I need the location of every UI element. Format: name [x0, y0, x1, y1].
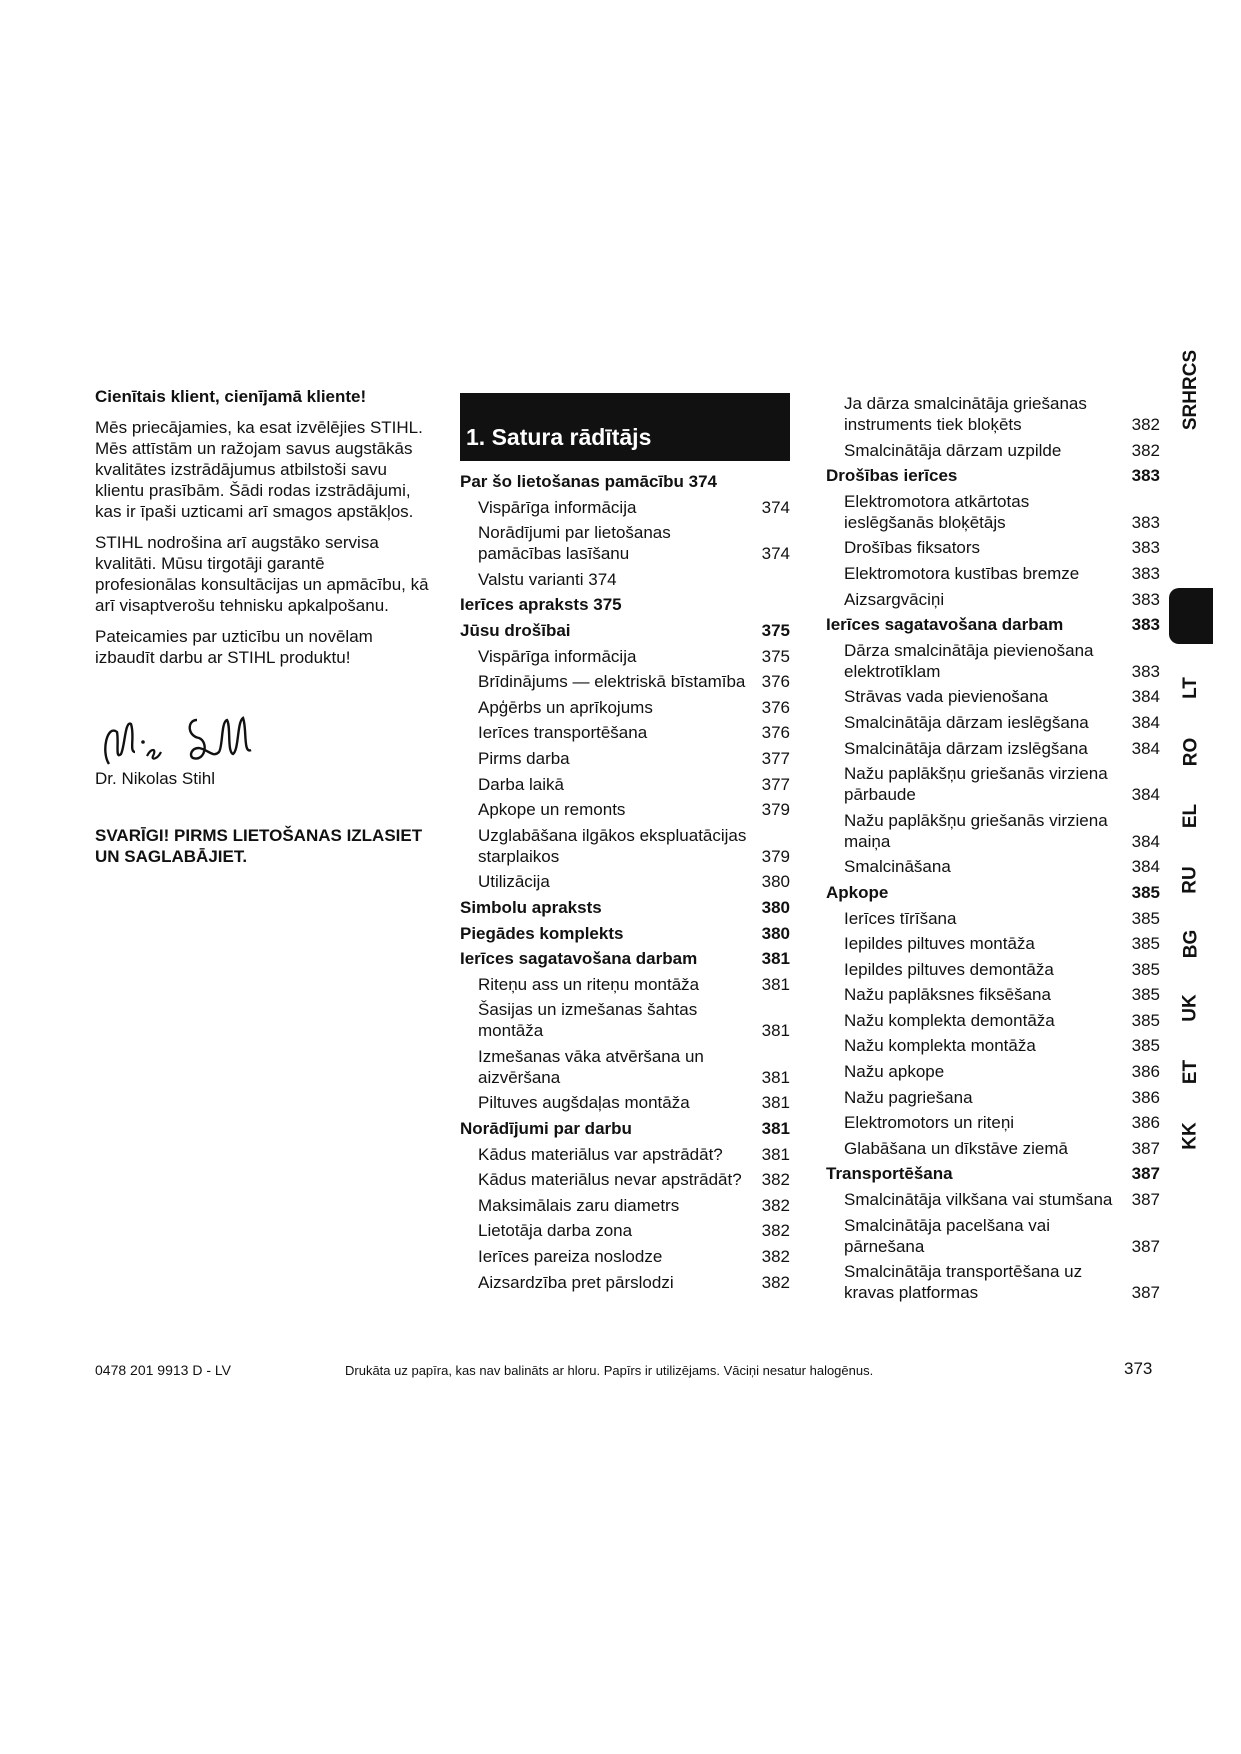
- toc-entry-title: Drošības fiksators: [844, 538, 981, 558]
- toc-entry[interactable]: [460, 1246, 790, 1267]
- toc-entry[interactable]: [460, 569, 790, 590]
- toc-entry-title: Nažu pagriešana: [844, 1087, 973, 1107]
- toc-entry-title: Ierīces pareiza noslodze: [478, 1247, 663, 1267]
- page-number: 373: [1124, 1359, 1153, 1378]
- tab-label: SRHRCS: [1180, 349, 1202, 431]
- letter-greeting: Cienītais klient, cienījamā kliente!: [95, 387, 367, 406]
- toc-entry-page: 382: [761, 1247, 790, 1267]
- toc-section-entry[interactable]: [460, 1118, 790, 1139]
- toc-entry[interactable]: [826, 1215, 1160, 1257]
- toc-entry-page: 381: [761, 1144, 790, 1164]
- tab-label: RO: [1180, 737, 1201, 767]
- toc-entry-title: Smalcināšana: [844, 857, 951, 877]
- toc-entry-title: Izmešanas vāka atvēršana un aizvēršana: [478, 1046, 704, 1087]
- toc-entry-title: Piegādes komplekts: [460, 923, 624, 943]
- toc-entry-page: 384: [1131, 831, 1160, 851]
- toc-entry-title: Iepildes piltuves demontāža: [844, 959, 1054, 979]
- toc-entry-page: 383: [1131, 661, 1160, 681]
- toc-entry-page: 383: [1131, 563, 1160, 583]
- toc-entry[interactable]: [826, 810, 1160, 852]
- toc-entry[interactable]: [460, 1092, 790, 1113]
- toc-entry-title: Nažu apkope: [844, 1062, 945, 1082]
- toc-entry-title: Nažu komplekta montāža: [844, 1036, 1036, 1056]
- toc-entry[interactable]: [460, 697, 790, 718]
- toc-entry-title: Smalcinātāja transportēšana uz kravas platformas: [844, 1262, 1083, 1303]
- toc-entry-title: Strāvas vada pievienošana: [844, 687, 1049, 707]
- toc-entry[interactable]: [460, 1195, 790, 1216]
- toc-entry-page: 376: [761, 697, 790, 717]
- toc-section-entry[interactable]: [826, 1163, 1160, 1184]
- toc-entry-page: 376: [761, 723, 790, 743]
- toc-entry[interactable]: [826, 1189, 1160, 1210]
- toc-entry-page: 375: [761, 646, 790, 666]
- toc-entry-page: 385: [1131, 908, 1160, 928]
- toc-entry-page: 385: [1131, 1010, 1160, 1030]
- toc-section-entry[interactable]: [460, 948, 790, 969]
- toc-entry-page: 387: [1131, 1236, 1160, 1256]
- toc-entry[interactable]: [826, 1035, 1160, 1056]
- toc-section-entry[interactable]: [460, 594, 790, 615]
- toc-list: [826, 393, 1160, 1303]
- toc-entry-page: 381: [761, 974, 790, 994]
- toc-entry-title: Šasijas un izmešanas šahtas montāža: [478, 1000, 698, 1041]
- toc-section-entry[interactable]: [460, 897, 790, 918]
- toc-entry-page: 384: [1131, 738, 1160, 758]
- toc-entry[interactable]: [460, 722, 790, 743]
- toc-entry-title: Nažu komplekta demontāža: [844, 1010, 1055, 1030]
- toc-entry-page: 384: [1131, 785, 1160, 805]
- toc-entry-page: 385: [1131, 882, 1160, 902]
- toc-entry-title: Drošības ierīces: [826, 466, 958, 486]
- toc-entry[interactable]: [460, 671, 790, 692]
- toc-entry-page: 385: [1131, 959, 1160, 979]
- toc-entry-page: 382: [761, 1272, 790, 1292]
- toc-column-2: [826, 393, 1160, 1308]
- toc-entry-title: Glabāšana un dīkstāve ziemā: [844, 1138, 1068, 1158]
- tab-label: RU: [1179, 866, 1201, 894]
- toc-entry-title: Brīdinājums — elektriskā bīstamība: [478, 672, 746, 692]
- print-note: Drukāta uz papīra, kas nav balināts ar hloru. Papīrs ir utilizējams. Vāciņi nesatur halogēnus.: [345, 1363, 874, 1378]
- letter-paragraph: Pateicamies par uzticību un novēlam izbaudīt darbu ar STIHL produktu!: [95, 627, 373, 667]
- toc-entry-title: Jūsu drošībai: [460, 620, 571, 640]
- toc-entry-page: 387: [1131, 1190, 1160, 1210]
- toc-entry-page: 377: [761, 774, 790, 794]
- toc-entry-page: 384: [1131, 857, 1160, 877]
- toc-entry-title: Piltuves augšdaļas montāža: [478, 1093, 690, 1113]
- toc-entry-title: Simbolu apraksts: [460, 897, 602, 917]
- toc-entry-page: 380: [761, 872, 790, 892]
- toc-column-1: [460, 393, 790, 1297]
- toc-entry-page: 383: [1131, 512, 1160, 532]
- toc-entry[interactable]: [460, 1220, 790, 1241]
- toc-section-entry[interactable]: [460, 620, 790, 641]
- toc-entry-title: Ja dārza smalcinātāja griešanas instruments tiek bloķēts: [844, 394, 1087, 434]
- toc-entry-title: Valstu varianti 374: [478, 569, 617, 589]
- letter-paragraph: STIHL nodrošina arī augstāko servisa kvalitāti. Mūsu tirgotāji garantē profesionālas konsultācijas un apmācību, kā arī visaptverošu tehnisku apkalpošanu.: [95, 533, 429, 615]
- toc-entry[interactable]: [826, 1087, 1160, 1108]
- toc-entry-title: Uzglabāšana ilgākos ekspluatācijas starplaikos: [478, 825, 747, 866]
- toc-entry[interactable]: [826, 1112, 1160, 1133]
- toc-entry[interactable]: [460, 1144, 790, 1165]
- toc-entry-page: 383: [1131, 538, 1160, 558]
- toc-entry-title: Smalcinātāja vilkšana vai stumšana: [844, 1190, 1113, 1210]
- toc-entry[interactable]: [460, 748, 790, 769]
- important-notice: SVARĪGI! PIRMS LIETOŠANAS IZLASIET UN SAGLABĀJIET.: [95, 826, 423, 866]
- toc-entry[interactable]: [826, 984, 1160, 1005]
- toc-entry-title: Nažu paplākšņu griešanās virziena pārbaude: [844, 764, 1108, 805]
- toc-entry-title: Norādījumi par darbu: [460, 1119, 632, 1139]
- toc-entry-page: 381: [761, 1093, 790, 1113]
- toc-entry-title: Nažu paplākšņu griešanās virziena maiņa: [844, 810, 1108, 851]
- toc-entry-page: 382: [761, 1195, 790, 1215]
- toc-entry[interactable]: [826, 1010, 1160, 1031]
- toc-entry[interactable]: [826, 763, 1160, 805]
- tab-el[interactable]: [1169, 788, 1213, 844]
- toc-entry-title: Vispārīga informācija: [478, 497, 637, 517]
- toc-entry-title: Riteņu ass un riteņu montāža: [478, 974, 700, 994]
- toc-entry-page: 381: [761, 1067, 790, 1087]
- toc-entry-page: 385: [1131, 934, 1160, 954]
- toc-section-entry[interactable]: [826, 882, 1160, 903]
- toc-heading: 1. Satura rādītājs: [466, 424, 652, 450]
- document-code: 0478 201 9913 D - LV: [95, 1362, 231, 1378]
- toc-entry[interactable]: [460, 999, 790, 1041]
- toc-entry-page: 387: [1131, 1164, 1160, 1184]
- toc-entry[interactable]: [826, 908, 1160, 929]
- toc-entry-title: Ierīces tīrīšana: [844, 908, 957, 928]
- toc-entry-title: Pirms darba: [478, 748, 570, 768]
- toc-entry-title: Apkope: [826, 882, 889, 902]
- toc-entry[interactable]: [460, 1272, 790, 1293]
- toc-entry-title: Kādus materiālus nevar apstrādāt?: [478, 1170, 742, 1190]
- toc-entry-page: 381: [761, 1021, 790, 1041]
- toc-entry[interactable]: [460, 497, 790, 518]
- toc-entry-page: 385: [1131, 1036, 1160, 1056]
- tab-srhrcs[interactable]: [1169, 350, 1213, 430]
- toc-section-entry[interactable]: [460, 471, 790, 492]
- toc-entry[interactable]: [826, 491, 1160, 533]
- toc-entry-page: 387: [1131, 1283, 1160, 1303]
- toc-entry-title: Vispārīga informācija: [478, 646, 637, 666]
- toc-entry-title: Kādus materiālus var apstrādāt?: [478, 1144, 723, 1164]
- tab-label: BG: [1180, 929, 1201, 959]
- tab-ru[interactable]: [1169, 852, 1213, 908]
- letter-paragraph: Mēs priecājamies, ka esat izvēlējies STIHL. Mēs attīstām un ražojam savus augstākās kvalitātes izstrādājumus atbilstoši savu klientu prasībām. Šādi rodas izstrādājumi, kas ir īpaši uzticami arī smagos apstākļos.: [95, 418, 423, 521]
- toc-entry-page: 383: [1131, 589, 1160, 609]
- toc-entry[interactable]: [826, 537, 1160, 558]
- signature-image: [95, 702, 430, 762]
- toc-entry-page: 382: [1131, 440, 1160, 460]
- toc-entry-title: Elektromotora atkārtotas ieslēgšanās bloķētājs: [844, 491, 1030, 532]
- toc-entry-page: 385: [1131, 985, 1160, 1005]
- toc-entry-page: 380: [761, 923, 790, 943]
- toc-section-entry[interactable]: [826, 465, 1160, 486]
- toc-entry[interactable]: [460, 871, 790, 892]
- tab-et[interactable]: [1169, 1044, 1213, 1100]
- letter: [95, 386, 430, 867]
- toc-section-entry[interactable]: [826, 614, 1160, 635]
- toc-entry[interactable]: [460, 799, 790, 820]
- toc-entry-title: Ierīces transportēšana: [478, 723, 648, 743]
- tab-label: LT: [1180, 677, 1201, 699]
- tab-bg[interactable]: [1169, 916, 1213, 972]
- tab-kk[interactable]: [1169, 1108, 1213, 1164]
- toc-entry[interactable]: [826, 393, 1160, 435]
- toc-entry-title: Smalcinātāja pacelšana vai pārnešana: [844, 1215, 1051, 1256]
- toc-entry[interactable]: [826, 738, 1160, 759]
- toc-entry[interactable]: [826, 856, 1160, 877]
- toc-entry-page: 374: [761, 544, 790, 564]
- toc-entry-page: 386: [1131, 1062, 1160, 1082]
- toc-entry-title: Nažu paplāksnes fiksēšana: [844, 985, 1051, 1005]
- toc-entry-page: 380: [761, 897, 790, 917]
- toc-entry-title: Iepildes piltuves montāža: [844, 934, 1035, 954]
- tab-lv-active[interactable]: [1169, 588, 1213, 644]
- toc-entry-title: Apģērbs un aprīkojums: [478, 697, 653, 717]
- toc-entry[interactable]: [826, 933, 1160, 954]
- toc-entry-title: Smalcinātāja dārzam ieslēgšana: [844, 712, 1089, 732]
- toc-entry[interactable]: [826, 1261, 1160, 1303]
- toc-entry[interactable]: [460, 825, 790, 867]
- toc-entry-page: 375: [761, 620, 790, 640]
- toc-entry-page: 382: [761, 1221, 790, 1241]
- toc-entry-title: Darba laikā: [478, 774, 564, 794]
- toc-entry-page: 381: [761, 949, 790, 969]
- toc-entry[interactable]: [460, 974, 790, 995]
- toc-entry[interactable]: [826, 563, 1160, 584]
- toc-entry-page: 383: [1131, 615, 1160, 635]
- tab-label: KK: [1179, 1122, 1201, 1150]
- toc-entry[interactable]: [826, 686, 1160, 707]
- toc-entry-title: Smalcinātāja dārzam uzpilde: [844, 440, 1062, 460]
- toc-entry-page: 377: [761, 748, 790, 768]
- toc-entry-page: 386: [1131, 1113, 1160, 1133]
- toc-entry[interactable]: [826, 589, 1160, 610]
- toc-list: [460, 471, 790, 1293]
- toc-entry-title: Aizsargvāciņi: [844, 589, 945, 609]
- toc-entry[interactable]: [460, 774, 790, 795]
- toc-entry-page: 383: [1131, 466, 1160, 486]
- toc-entry-title: Smalcinātāja dārzam izslēgšana: [844, 738, 1088, 758]
- toc-entry[interactable]: [460, 646, 790, 667]
- tab-ro[interactable]: [1169, 724, 1213, 780]
- toc-entry-page: 376: [761, 672, 790, 692]
- toc-entry[interactable]: [826, 440, 1160, 461]
- toc-entry-title: Elektromotora kustības bremze: [844, 563, 1080, 583]
- toc-section-entry[interactable]: [460, 923, 790, 944]
- toc-entry-page: 384: [1131, 712, 1160, 732]
- toc-entry[interactable]: [460, 1169, 790, 1190]
- tab-label: UK: [1179, 994, 1201, 1022]
- toc-entry-title: Maksimālais zaru diametrs: [478, 1195, 680, 1215]
- toc-entry[interactable]: [826, 712, 1160, 733]
- toc-entry-page: 379: [761, 846, 790, 866]
- toc-entry[interactable]: [826, 1138, 1160, 1159]
- toc-entry[interactable]: [460, 522, 790, 564]
- toc-entry[interactable]: [826, 959, 1160, 980]
- toc-entry-title: Elektromotors un riteņi: [844, 1113, 1015, 1133]
- tab-label: EL: [1180, 803, 1201, 829]
- tab-uk[interactable]: [1169, 980, 1213, 1036]
- toc-entry-page: 379: [761, 800, 790, 820]
- toc-entry-title: Utilizācija: [478, 872, 550, 892]
- tab-label: ET: [1180, 1059, 1201, 1085]
- toc-entry-page: 382: [761, 1170, 790, 1190]
- toc-entry-page: 387: [1131, 1138, 1160, 1158]
- toc-entry-page: 384: [1131, 687, 1160, 707]
- toc-entry-title: Apkope un remonts: [478, 800, 626, 820]
- toc-entry-title: Aizsardzība pret pārslodzi: [478, 1272, 674, 1292]
- toc-entry-title: Lietotāja darba zona: [478, 1221, 633, 1241]
- toc-entry-page: 381: [761, 1119, 790, 1139]
- toc-entry-title: Ierīces sagatavošana darbam: [826, 615, 1064, 635]
- toc-entry-title: Ierīces apraksts 375: [460, 595, 622, 615]
- toc-entry-title: Transportēšana: [826, 1164, 953, 1184]
- toc-entry-title: Ierīces sagatavošana darbam: [460, 949, 698, 969]
- toc-header-bar: [460, 393, 790, 461]
- toc-entry-page: 386: [1131, 1087, 1160, 1107]
- toc-entry-page: 382: [1131, 415, 1160, 434]
- toc-entry-title: Par šo lietošanas pamācību 374: [460, 472, 718, 491]
- signer-name: Dr. Nikolas Stihl: [95, 769, 215, 788]
- toc-entry-page: 374: [761, 497, 790, 517]
- toc-entry[interactable]: [826, 640, 1160, 682]
- toc-entry[interactable]: [826, 1061, 1160, 1082]
- toc-entry-title: Dārza smalcinātāja pievienošana elektrotīklam: [844, 640, 1094, 681]
- toc-entry[interactable]: [460, 1046, 790, 1088]
- tab-lt[interactable]: [1169, 660, 1213, 716]
- toc-entry-title: Norādījumi par lietošanas pamācības lasīšanu: [478, 523, 671, 564]
